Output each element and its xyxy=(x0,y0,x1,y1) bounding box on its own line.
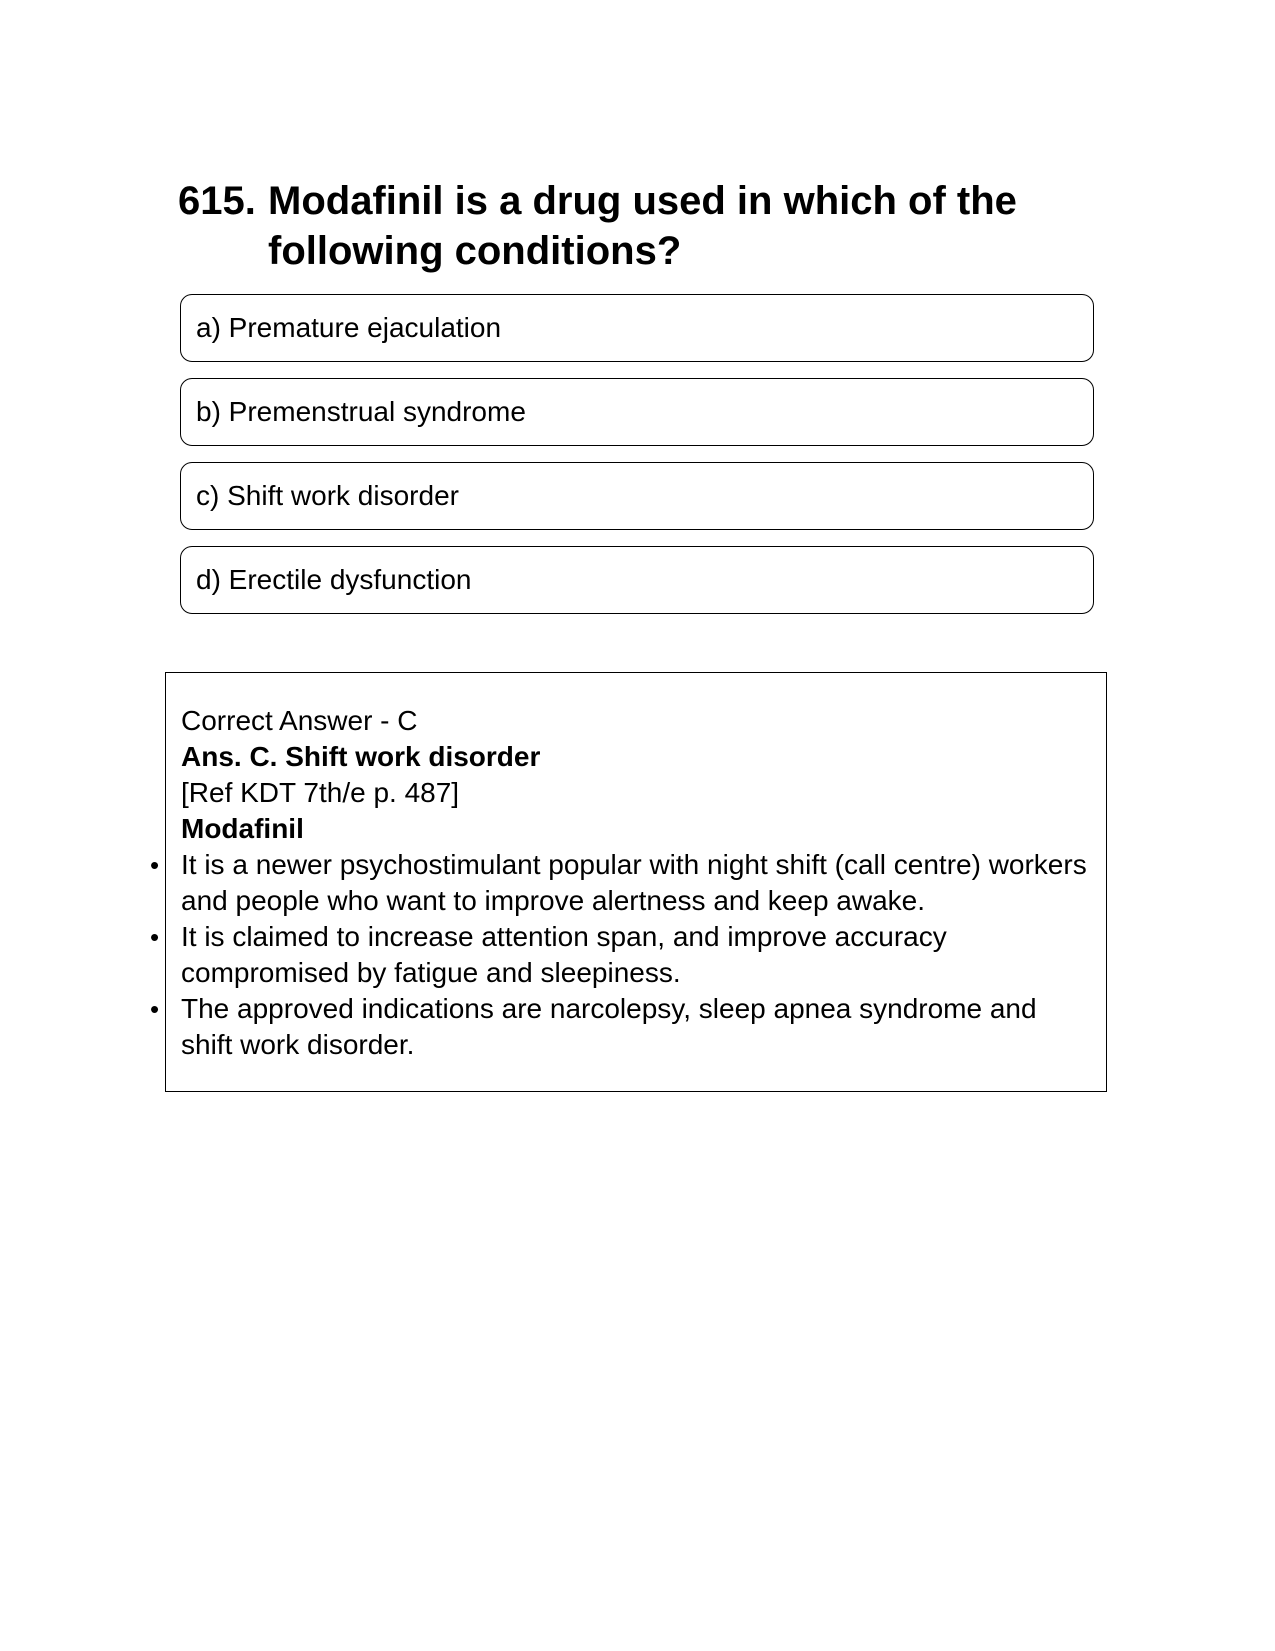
drug-title: Modafinil xyxy=(181,813,304,844)
question-text: Modafinil is a drug used in which of the following conditions? xyxy=(268,179,1017,273)
option-d[interactable]: d) Erectile dysfunction xyxy=(180,546,1094,614)
list-item xyxy=(150,919,1091,991)
explanation-list xyxy=(150,847,1091,1063)
list-item xyxy=(150,847,1091,919)
option-a[interactable]: a) Premature ejaculation xyxy=(180,294,1094,362)
correct-answer-line: Correct Answer - C xyxy=(181,705,418,736)
list-item-text: The approved indications are narcolepsy, sleep apnea syndrome and shift work disorder. xyxy=(181,993,1037,1060)
question-heading xyxy=(178,176,1098,276)
list-item-text: It is a newer psychostimulant popular with night shift (call centre) workers and people who want to improve alertness and keep awake. xyxy=(181,849,1087,916)
answer-heading: Ans. C. Shift work disorder xyxy=(181,741,541,772)
bullet-icon: • xyxy=(150,994,160,1024)
answer-options xyxy=(180,294,1094,630)
bullet-icon: • xyxy=(150,850,160,880)
explanation-box xyxy=(150,672,1107,1092)
list-item-text: It is claimed to increase attention span, and improve accuracy compromised by fatigue and sleepiness. xyxy=(181,921,947,988)
bullet-icon: • xyxy=(150,922,160,952)
option-c[interactable]: c) Shift work disorder xyxy=(180,462,1094,530)
question-number: 615. xyxy=(178,179,256,223)
list-item xyxy=(150,991,1091,1063)
option-b[interactable]: b) Premenstrual syndrome xyxy=(180,378,1094,446)
reference-line: [Ref KDT 7th/e p. 487] xyxy=(181,777,460,808)
